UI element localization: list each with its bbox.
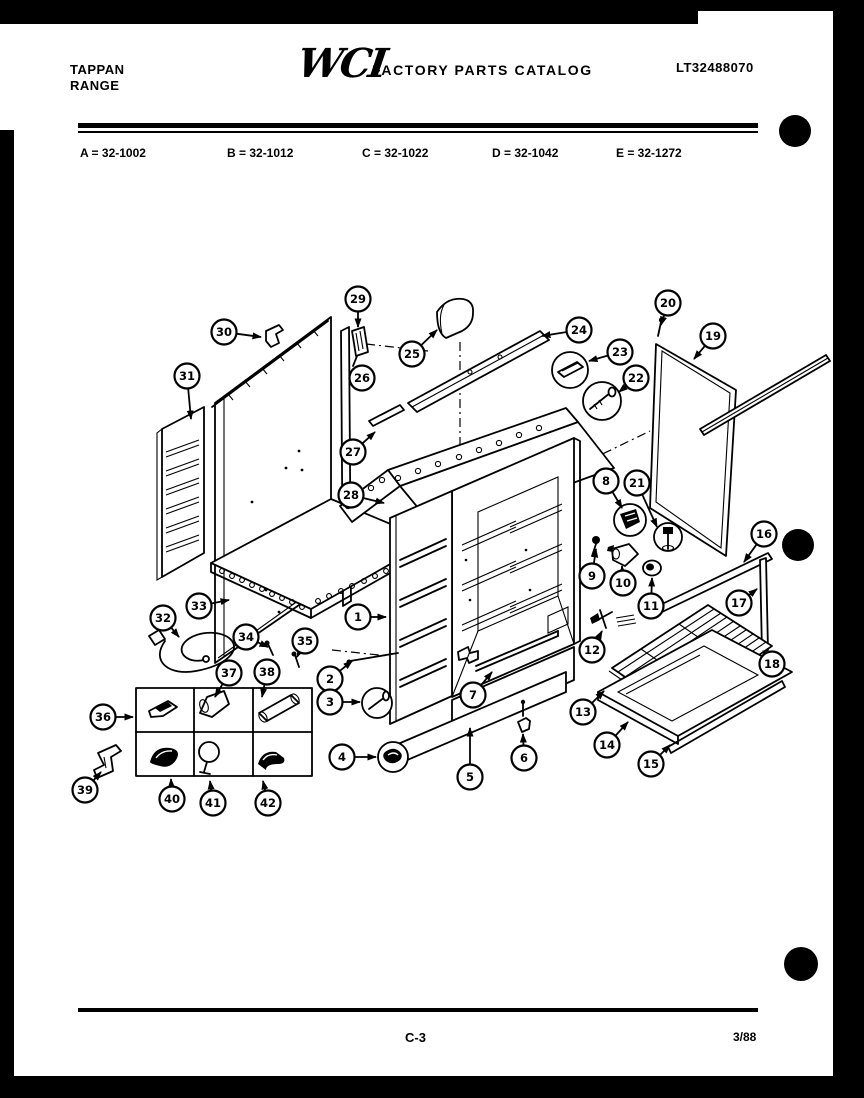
svg-text:21: 21: [628, 476, 646, 490]
callout-3: [318, 690, 361, 715]
igniter-10: [607, 544, 638, 566]
callout-4: [330, 745, 377, 770]
callout-6: [512, 734, 537, 771]
svg-text:14: 14: [598, 738, 616, 752]
svg-text:35: 35: [296, 634, 314, 648]
svg-text:40: 40: [163, 792, 181, 806]
svg-text:34: 34: [237, 630, 255, 644]
svg-text:41: 41: [204, 796, 222, 810]
screw-34: [265, 641, 274, 656]
svg-text:7: 7: [468, 688, 478, 702]
grommet-11: [643, 561, 661, 576]
svg-text:3: 3: [325, 695, 335, 709]
callout-10: [611, 566, 636, 596]
clip-detail-23: [552, 352, 588, 388]
svg-text:19: 19: [704, 329, 722, 343]
bracket-12: [590, 610, 636, 628]
svg-text:26: 26: [353, 371, 371, 385]
brand-line1: TAPPAN: [70, 62, 125, 77]
document-number: LT32488070: [676, 60, 754, 75]
svg-text:33: 33: [190, 599, 208, 613]
svg-text:25: 25: [403, 347, 421, 361]
callout-30: [212, 320, 262, 345]
svg-text:5: 5: [465, 770, 475, 784]
rear-panel: [212, 317, 331, 663]
callout-40: [160, 779, 185, 812]
model-b: B = 32-1012: [227, 146, 294, 160]
svg-text:31: 31: [178, 369, 196, 383]
model-e: E = 32-1272: [616, 146, 682, 160]
parts-grid-box: [136, 688, 312, 776]
callout-14: [595, 722, 629, 758]
svg-text:27: 27: [344, 445, 362, 459]
bolt-detail-21: [654, 523, 682, 551]
svg-text:17: 17: [730, 596, 748, 610]
model-d: D = 32-1042: [492, 146, 559, 160]
grommet-detail-4: [378, 742, 408, 772]
callout-1: [346, 605, 387, 630]
connector-29: [352, 327, 368, 366]
catalog-title: FACTORY PARTS CATALOG: [372, 62, 593, 78]
handle-part: [437, 299, 473, 338]
screw-detail-3: [362, 688, 392, 718]
callout-18: [760, 651, 785, 677]
svg-text:1: 1: [353, 610, 363, 624]
callout-41: [201, 781, 226, 816]
callout-25: [400, 330, 438, 367]
callout-15: [639, 745, 671, 777]
svg-text:42: 42: [259, 796, 277, 810]
callout-24: [542, 318, 592, 343]
svg-text:13: 13: [574, 705, 592, 719]
screw-detail-22: [583, 382, 621, 420]
bracket-27: [369, 405, 404, 426]
callout-26: [349, 366, 375, 391]
svg-text:32: 32: [154, 611, 172, 625]
brand-line2: RANGE: [70, 78, 120, 93]
callout-12: [580, 631, 605, 663]
callout-13: [571, 691, 605, 725]
callout-35: [293, 629, 318, 658]
callout-2: [318, 661, 353, 692]
svg-text:36: 36: [94, 710, 112, 724]
svg-text:6: 6: [519, 751, 529, 765]
svg-text:22: 22: [627, 371, 645, 385]
callout-36: [91, 705, 134, 730]
svg-text:24: 24: [570, 323, 588, 337]
callout-29: [346, 287, 371, 328]
vent-panel: [157, 407, 204, 580]
callout-8: [594, 469, 623, 509]
svg-text:30: 30: [215, 325, 233, 339]
footer-page-number: C-3: [405, 1030, 426, 1045]
callout-19: [694, 324, 726, 360]
svg-text:23: 23: [611, 345, 629, 359]
callout-17: [727, 589, 758, 616]
side-panel: [650, 317, 736, 556]
footer-date-code: 3/88: [733, 1030, 757, 1044]
svg-text:39: 39: [76, 783, 94, 797]
svg-text:4: 4: [337, 750, 347, 764]
callout-11: [639, 578, 664, 619]
svg-text:18: 18: [763, 657, 781, 671]
callout-39: [73, 772, 102, 803]
bracket-39: [94, 745, 121, 778]
svg-text:2: 2: [325, 672, 335, 686]
clip-30: [266, 325, 283, 347]
svg-text:28: 28: [342, 488, 360, 502]
wci-logo: WCI: [294, 40, 388, 87]
svg-text:9: 9: [587, 569, 597, 583]
knob-detail-8: [614, 504, 646, 536]
svg-text:16: 16: [755, 527, 773, 541]
svg-text:8: 8: [601, 474, 611, 488]
callout-42: [256, 781, 281, 816]
callout-23: [589, 340, 633, 365]
footer-rule: [78, 1008, 758, 1012]
svg-text:20: 20: [659, 296, 677, 310]
svg-text:15: 15: [642, 757, 660, 771]
svg-text:38: 38: [258, 665, 276, 679]
callout-22: [619, 366, 649, 393]
svg-text:37: 37: [220, 666, 238, 680]
svg-text:10: 10: [614, 576, 632, 590]
svg-text:29: 29: [349, 292, 367, 306]
model-c: C = 32-1022: [362, 146, 429, 160]
model-a: A = 32-1002: [80, 146, 146, 160]
svg-text:12: 12: [583, 643, 601, 657]
svg-text:11: 11: [642, 599, 660, 613]
